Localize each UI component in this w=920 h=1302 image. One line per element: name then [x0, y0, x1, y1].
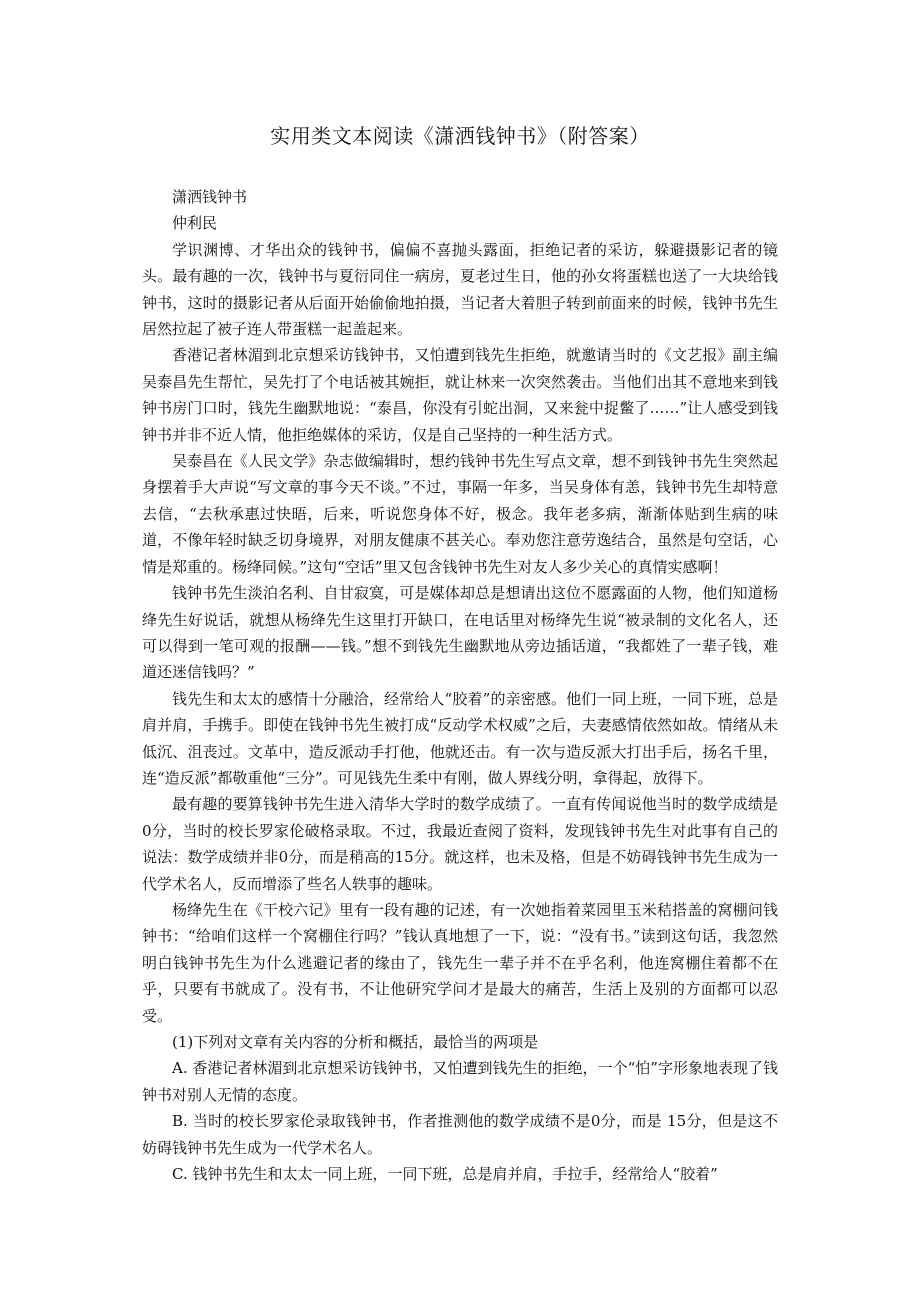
option-b: B. 当时的校长罗家伦录取钱钟书，作者推测他的数学成绩不是0分，而是 15分，但是这不妨碍钱钟书先生成为一代学术名人。: [142, 1112, 778, 1157]
paragraph: 钱钟书先生淡泊名利、自甘寂寞，可是媒体却总是想请出这位不愿露面的人物，他们知道杨绛先生好说话，就想从杨绛先生这里打开缺口，在电话里对杨绛先生说“被录制的文化名人，还可以得到一笔可观的报酬——钱。”想不到钱先生幽默地从旁边插话道，“我都姓了一辈子钱，难道还迷信钱吗？”: [142, 584, 778, 682]
document-title: 实用类文本阅读《潇洒钱钟书》（附答案）: [270, 124, 650, 148]
paragraph: 香港记者林湄到北京想采访钱钟书，又怕遭到钱先生拒绝，就邀请当时的《文艺报》副主编吴泰昌先生帮忙，吴先打了个电话被其婉拒，就让林来一次突然袭击。当他们出其不意地来到钱钟书房门口时，钱先生幽默地说：“泰昌，你没有引蛇出洞，又来瓮中捉鳖了……”让人感受到钱钟书并非不近人情，他拒绝媒体的采访，仅是自己坚持的一种生活方式。: [142, 346, 778, 444]
paragraph: 最有趣的要算钱钟书先生进入清华大学时的数学成绩了。一直有传闻说他当时的数学成绩是0分，当时的校长罗家伦破格录取。不过，我最近查阅了资料，发现钱钟书先生对此事有自己的说法：数学成绩并非0分，而是稍高的15分。就这样，也未及格，但是不妨碍钱钟书先生成为一代学术名人，反而增添了些名人轶事的趣味。: [142, 795, 778, 893]
question-stem: (1)下列对文章有关内容的分析和概括，最恰当的两项是: [172, 1033, 539, 1051]
paragraph: 钱先生和太太的感情十分融洽，经常给人“胶着”的亲密感。他们一同上班，一同下班，总是肩并肩，手携手。即使在钱钟书先生被打成“反动学术权威”之后，夫妻感情依然如故。情绪从未低沉、沮丧过。文革中，造反派动手打他，他就还击。有一次与造反派大打出手后，扬名千里，连“造反派”都敬重他“三分”。可见钱先生柔中有刚，做人界线分明，拿得起，放得下。: [142, 689, 778, 787]
option-c: C. 钱钟书先生和太太一同上班，一同下班，总是肩并肩，手拉手，经常给人“胶着”: [172, 1165, 718, 1184]
paragraph: 学识渊博、才华出众的钱钟书，偏偏不喜抛头露面，拒绝记者的采访，躲避摄影记者的镜头。最有趣的一次，钱钟书与夏衍同住一病房，夏老过生日，他的孙女将蛋糕也送了一大块给钱钟书，这时的摄影记者从后面开始偷偷地拍摄，当记者大着胆子转到前面来的时候，钱钟书先生居然拉起了被子连人带蛋糕一起盖起来。: [142, 240, 778, 339]
article-author: 仲利民: [172, 214, 218, 233]
paragraph: 杨绛先生在《干校六记》里有一段有趣的记述，有一次她指着菜园里玉米秸搭盖的窝棚问钱钟书：“给咱们这样一个窝棚住行吗？”钱认真地想了一下，说：“没有书。”读到这句话，我忽然明白钱钟书先生为什么逃避记者的缘由了，钱先生一辈子并不在乎名利，他连窝棚住着都不在乎，只要有书就成了。没有书，不让他研究学问才是最大的痛苦，生活上及别的方面都可以忍受。: [142, 900, 778, 1025]
paragraph: 吴泰昌在《人民文学》杂志做编辑时，想约钱钟书先生写点文章，想不到钱钟书先生突然起身摆着手大声说“写文章的事今天不谈。”不过，事隔一年多，当吴身体有恙，钱钟书先生却特意去信，“去秋承惠过快晤，后来，听说您身体不好，极念。我年老多病，渐渐体贴到生病的味道，不像年轻时缺乏切身境界，对朋友健康不甚关心。奉劝您注意劳逸结合，虽然是句空话，心情是郑重的。杨绛同候。”这句“空话”里又包含钱钟书先生对友人多少关心的真情实感啊！: [142, 452, 778, 576]
article-body: [142, 184, 778, 1187]
article-title: 潇洒钱钟书: [172, 188, 248, 206]
option-a: A. 香港记者林湄到北京想采访钱钟书，又怕遭到钱先生的拒绝，一个“怕”字形象地表现了钱钟书对别人无情的态度。: [142, 1059, 778, 1104]
